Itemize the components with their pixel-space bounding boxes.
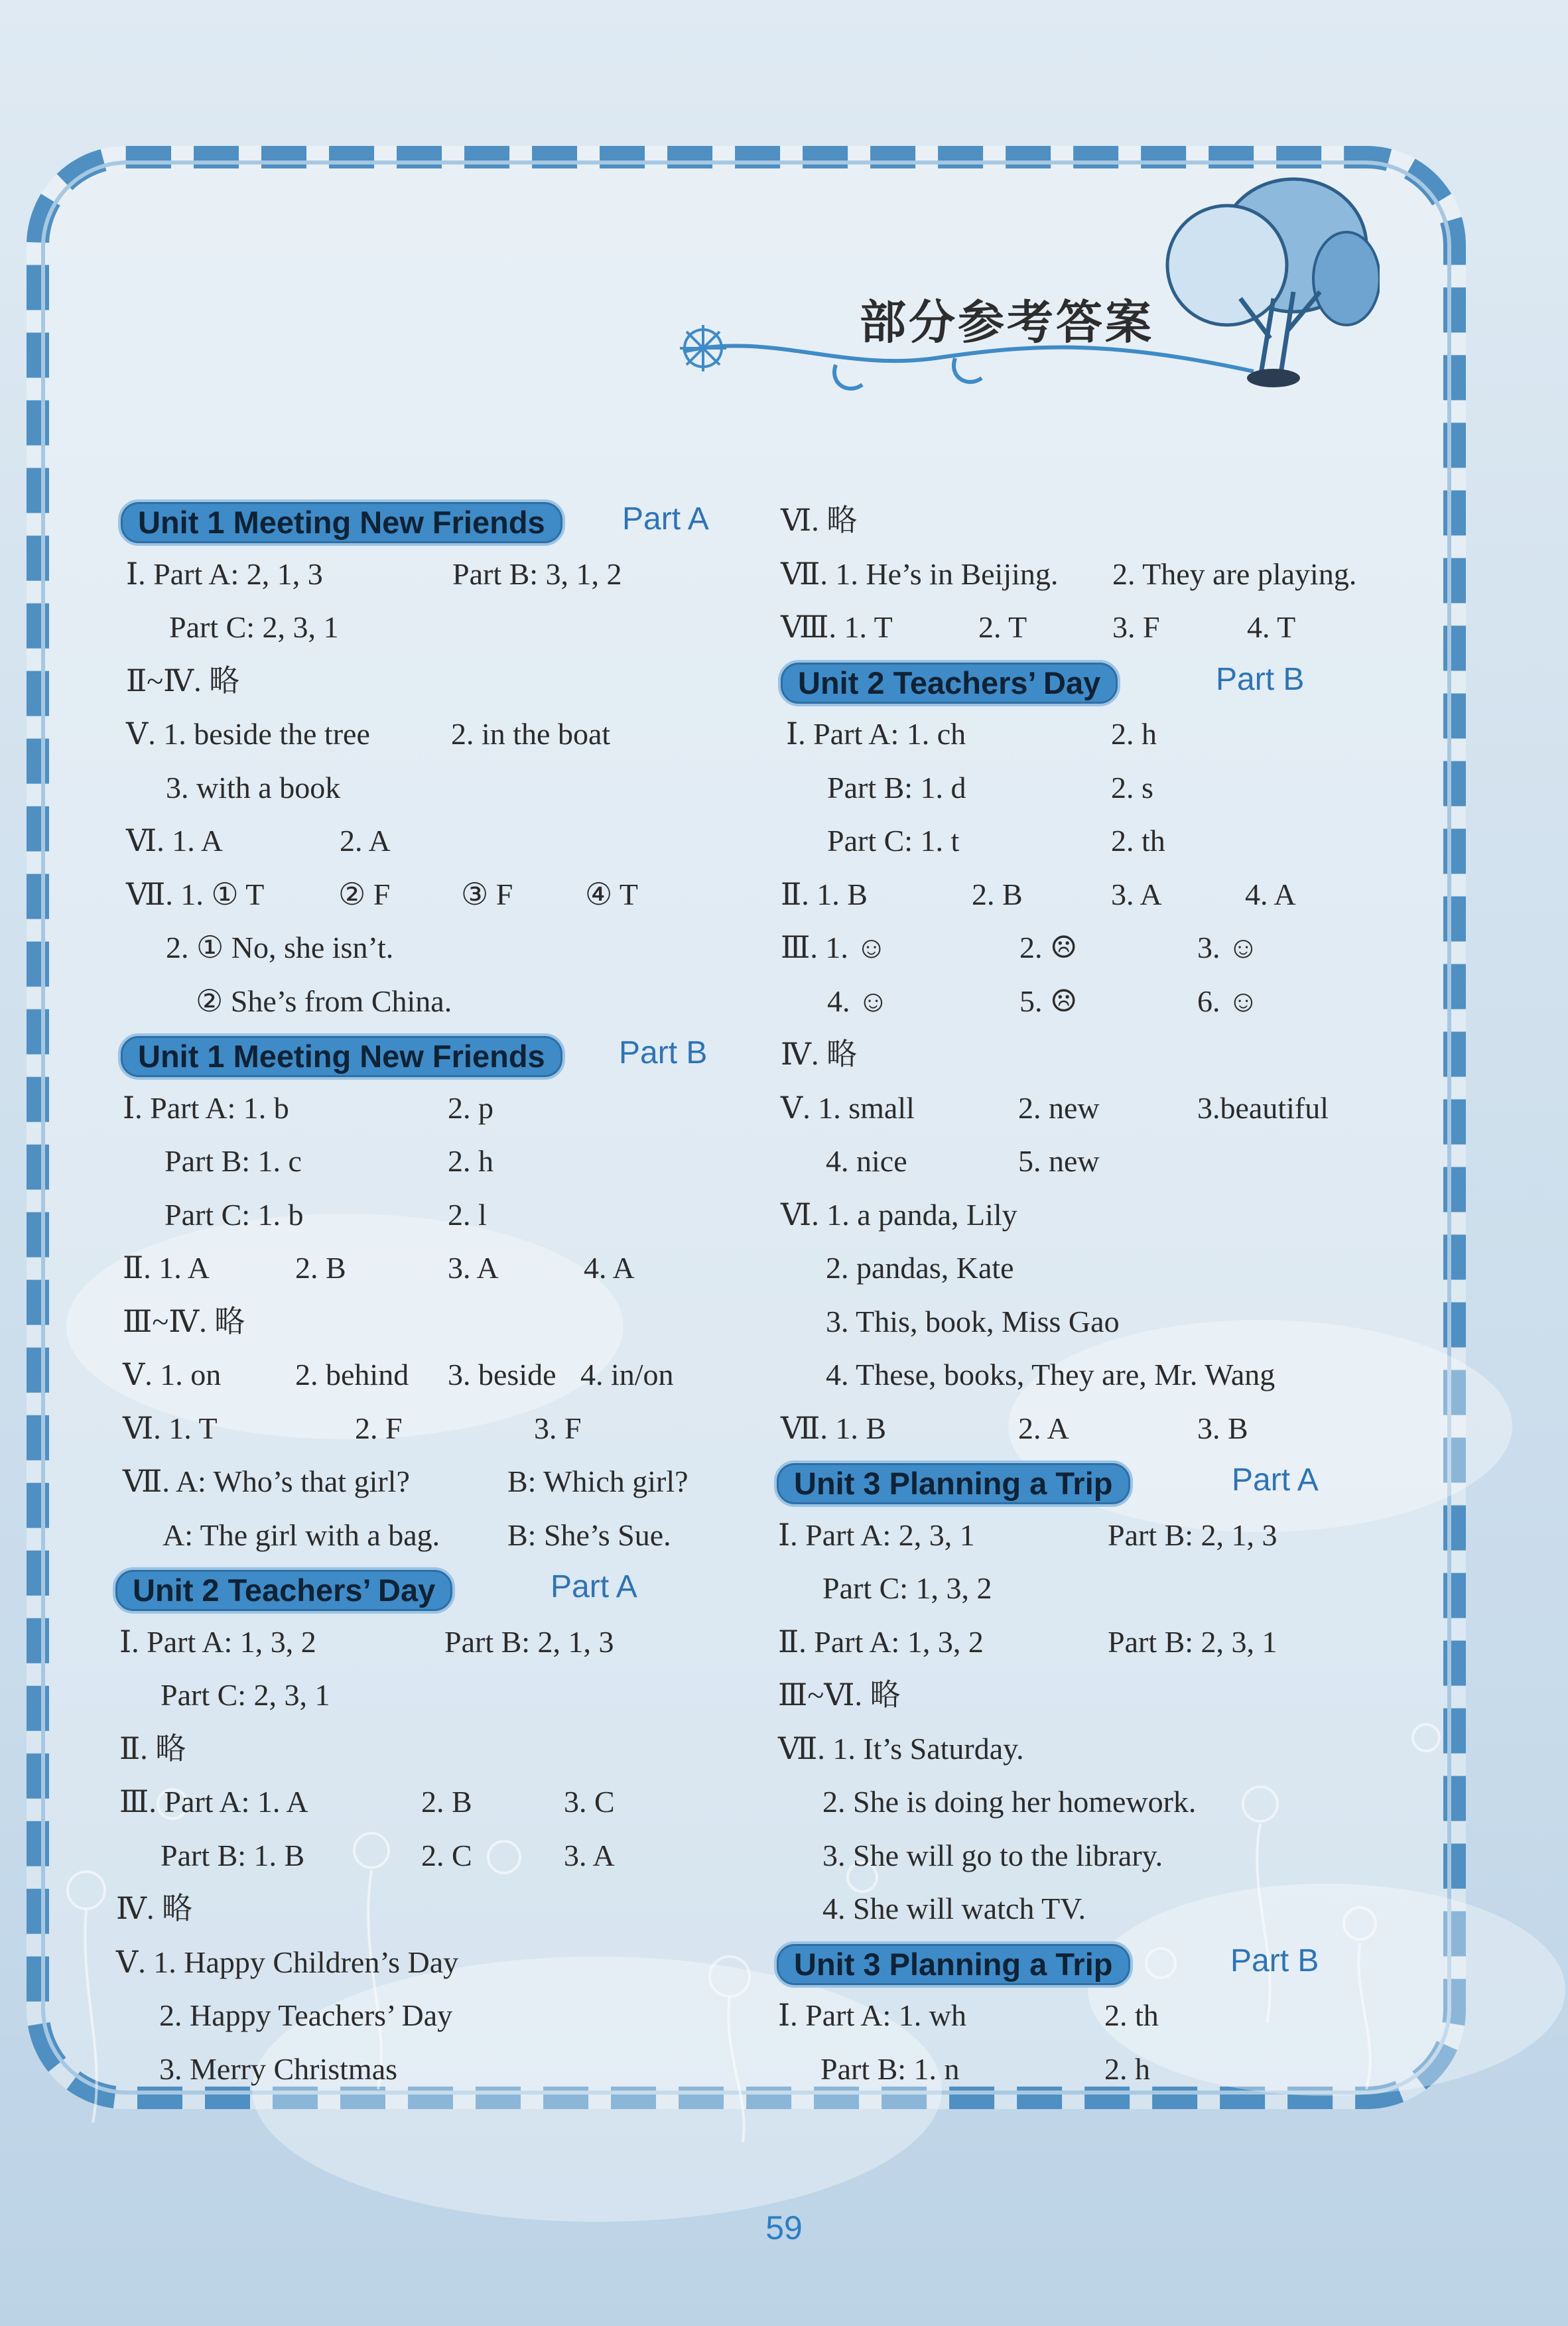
unit-heading: [113, 1562, 743, 1616]
answer-text: Ⅰ. Part A: 1. b: [123, 1090, 289, 1125]
answer-text: Ⅵ. 略: [781, 503, 858, 537]
answer-text: 3. A: [1111, 877, 1162, 911]
answer-text: Ⅵ. 1. a panda, Lily: [781, 1197, 1017, 1232]
answer-line: [113, 1989, 743, 2043]
answer-text: 4. in/on: [580, 1358, 674, 1391]
answer-text: Part B: 2, 1, 3: [1108, 1518, 1277, 1552]
answer-line: [113, 1882, 743, 1936]
answer-text: 3. A: [448, 1251, 499, 1285]
answer-line: [773, 1722, 1403, 1776]
unit-title: Unit 3 Planning a Trip: [794, 1466, 1113, 1501]
answer-line: [773, 1509, 1403, 1563]
answer-text: 2. pandas, Kate: [826, 1251, 1014, 1285]
answer-text: Ⅵ. 1. A: [126, 824, 223, 858]
answer-text: Part B: 1. c: [164, 1144, 302, 1178]
answer-text: 2. ① No, she isn’t.: [166, 931, 394, 964]
answer-line: [113, 1669, 743, 1722]
answer-text: 2. She is doing her homework.: [822, 1785, 1197, 1819]
answer-text: 2. in the boat: [451, 717, 611, 751]
answer-text: 3. ☺: [1197, 931, 1259, 964]
answer-text: B: Which girl?: [507, 1464, 688, 1498]
unit-badge: [778, 660, 1120, 706]
part-label: Part A: [1232, 1462, 1319, 1498]
unit-heading: [773, 655, 1403, 708]
tree-icon: [1161, 166, 1380, 391]
answer-text: 2. th: [1111, 824, 1165, 858]
unit-title: Unit 1 Meeting New Friends: [138, 505, 545, 540]
answer-line: [113, 1189, 743, 1242]
answer-line: [113, 1829, 743, 1883]
answer-line: [773, 1402, 1403, 1456]
unit-title: Unit 3 Planning a Trip: [794, 1946, 1113, 1982]
answer-text: ② F: [338, 877, 391, 911]
answer-text: 4. She will watch TV.: [822, 1892, 1086, 1925]
answer-line: [113, 601, 743, 655]
answer-text: Part B: 1. d: [827, 770, 966, 805]
answer-text: 3. She will go to the library.: [822, 1838, 1163, 1872]
unit-badge: [774, 1460, 1133, 1507]
answer-text: 4. ☺: [827, 984, 889, 1018]
answer-text: Part B: 1. n: [820, 2051, 960, 2086]
answer-line: [773, 1242, 1403, 1295]
answer-text: Part B: 2, 1, 3: [444, 1624, 614, 1659]
answer-text: 3. B: [1197, 1411, 1248, 1445]
answer-text: Ⅴ. 1. on: [123, 1358, 222, 1391]
answer-text: 2. th: [1104, 1998, 1159, 2032]
answer-text: Ⅶ. A: Who’s that girl?: [123, 1464, 410, 1498]
answer-text: 2. A: [1018, 1411, 1069, 1445]
part-label: Part B: [1230, 1943, 1319, 1978]
answer-text: 2. behind: [295, 1358, 409, 1391]
answer-text: 2. B: [295, 1251, 346, 1285]
answer-text: 2. h: [1104, 2051, 1150, 2086]
unit-badge: [774, 1941, 1133, 1988]
answer-line: [773, 601, 1403, 655]
answer-line: [113, 1135, 743, 1189]
answer-line: [773, 761, 1403, 815]
answer-line: [113, 1776, 743, 1829]
answer-text: Ⅲ. 1. ☺: [781, 931, 887, 964]
answer-text: Ⅳ. 略: [781, 1037, 857, 1071]
answer-line: [113, 1936, 743, 1990]
answer-line: [773, 708, 1403, 761]
unit-heading: [113, 494, 743, 548]
answer-text: 2. F: [355, 1411, 403, 1445]
answer-text: Part C: 2, 3, 1: [169, 610, 339, 644]
unit-title: Unit 2 Teachers’ Day: [133, 1573, 436, 1608]
answer-line: [773, 1348, 1403, 1402]
answer-text: 4. These, books, They are, Mr. Wang: [826, 1358, 1275, 1391]
answer-text: 2. A: [340, 824, 391, 858]
answer-text: Ⅳ. 略: [116, 1892, 192, 1925]
answer-text: A: The girl with a bag.: [163, 1518, 440, 1552]
answer-line: [113, 655, 743, 708]
unit-heading: [773, 1936, 1403, 1990]
answer-text: Ⅱ. Part A: 1, 3, 2: [778, 1624, 984, 1659]
answer-text: Ⅱ. 1. B: [781, 877, 868, 911]
answer-text: 2. C: [421, 1838, 472, 1872]
answer-text: 5. ☹: [1019, 984, 1078, 1018]
answer-line: [773, 921, 1403, 975]
answer-text: 2. Happy Teachers’ Day: [159, 1998, 453, 2032]
answer-line: [113, 548, 743, 602]
part-label: Part B: [1216, 661, 1305, 697]
answer-text: 2. new: [1018, 1090, 1100, 1125]
answer-text: 3. C: [564, 1785, 615, 1819]
unit-badge: [118, 1033, 565, 1080]
answer-text: Ⅱ. 略: [119, 1731, 186, 1766]
answer-text: 2. ☹: [1019, 931, 1078, 964]
unit-title: Unit 1 Meeting New Friends: [138, 1039, 545, 1074]
answer-text: Ⅲ~Ⅵ. 略: [778, 1678, 901, 1712]
answer-text: 3. Merry Christmas: [159, 2051, 398, 2086]
answer-line: [113, 814, 743, 868]
part-label: Part A: [622, 501, 709, 537]
answer-line: [773, 1829, 1403, 1883]
answer-text: Ⅰ. Part A: 2, 1, 3: [126, 556, 323, 591]
answer-line: [773, 814, 1403, 868]
answer-line: [113, 761, 743, 815]
answer-line: [773, 2043, 1403, 2097]
answer-text: Ⅴ. 1. Happy Children’s Day: [116, 1945, 459, 1979]
answer-line: [113, 708, 743, 761]
answer-line: [113, 1455, 743, 1509]
answer-text: Part B: 3, 1, 2: [452, 556, 622, 591]
part-label: Part A: [551, 1569, 637, 1604]
answer-line: [113, 1082, 743, 1135]
unit-heading: [113, 1028, 743, 1082]
answer-text: Ⅰ. Part A: 1. ch: [786, 717, 966, 751]
answer-text: Ⅲ~Ⅳ. 略: [123, 1304, 245, 1338]
answer-line: [773, 1669, 1403, 1722]
answer-text: 2. l: [448, 1197, 487, 1232]
answer-line: [113, 975, 743, 1029]
answer-text: Ⅶ. 1. He’s in Beijing.: [781, 556, 1059, 591]
answer-text: Part C: 1. t: [827, 824, 960, 858]
page-title: 部分参考答案: [860, 295, 1154, 350]
page-number: 59: [765, 2209, 803, 2246]
answer-text: Ⅷ. 1. T: [781, 610, 893, 644]
answer-text: 5. new: [1018, 1144, 1100, 1178]
answer-line: [113, 868, 743, 922]
answer-text: ② She’s from China.: [196, 984, 452, 1018]
answer-text: Ⅶ. 1. It’s Saturday.: [778, 1731, 1024, 1766]
answer-line: [113, 1295, 743, 1349]
answer-line: [773, 548, 1403, 602]
answer-line: [773, 1616, 1403, 1669]
answer-line: [773, 868, 1403, 922]
answer-text: Part B: 1. B: [161, 1838, 305, 1872]
answer-text: Ⅱ~Ⅳ. 略: [126, 663, 240, 698]
answer-text: 4. A: [1245, 877, 1296, 911]
answer-text: Ⅰ. Part A: 1. wh: [778, 1998, 966, 2032]
answer-text: Ⅲ. Part A: 1. A: [119, 1785, 308, 1819]
answer-line: [773, 1562, 1403, 1616]
answer-line: [773, 1882, 1403, 1936]
answer-text: Part C: 2, 3, 1: [161, 1678, 330, 1712]
answer-text: B: She’s Sue.: [507, 1518, 671, 1552]
answer-text: Ⅶ. 1. ① T: [126, 877, 265, 911]
answers-right-column: [773, 494, 1403, 2096]
answer-text: Ⅴ. 1. beside the tree: [126, 717, 370, 751]
answer-text: 4. T: [1247, 610, 1296, 644]
answer-text: Ⅰ. Part A: 1, 3, 2: [119, 1624, 316, 1659]
answer-line: [773, 1989, 1403, 2043]
answer-line: [773, 1776, 1403, 1829]
answer-text: Ⅵ. 1. T: [123, 1411, 218, 1445]
part-label: Part B: [619, 1035, 708, 1070]
answer-text: 2. T: [978, 610, 1027, 644]
answer-text: 2. s: [1111, 770, 1153, 805]
answer-text: 3. beside: [448, 1358, 556, 1391]
answer-line: [773, 1189, 1403, 1242]
answer-text: 3. with a book: [166, 770, 341, 805]
answer-text: 3. This, book, Miss Gao: [826, 1304, 1120, 1338]
answer-text: 3. F: [1112, 610, 1160, 644]
unit-heading: [773, 1455, 1403, 1509]
answer-line: [773, 1082, 1403, 1135]
answer-text: 3. A: [564, 1838, 615, 1872]
answer-text: 3. F: [534, 1411, 582, 1445]
answer-text: 6. ☺: [1197, 984, 1259, 1018]
answer-line: [113, 2043, 743, 2097]
answer-text: Part C: 1, 3, 2: [822, 1571, 992, 1605]
answers-left-column: [113, 494, 743, 2096]
answer-text: Ⅰ. Part A: 2, 3, 1: [778, 1518, 975, 1552]
answer-text: Ⅱ. 1. A: [123, 1251, 210, 1285]
answer-line: [113, 1616, 743, 1669]
answer-line: [113, 1509, 743, 1563]
answer-text: Part C: 1. b: [164, 1197, 304, 1232]
answer-line: [113, 1348, 743, 1402]
answer-line: [773, 494, 1403, 548]
answer-line: [773, 975, 1403, 1029]
unit-badge: [118, 499, 565, 546]
answer-line: [113, 1242, 743, 1295]
answer-text: 2. B: [972, 877, 1023, 911]
answer-text: 4. A: [584, 1251, 635, 1285]
answer-text: 2. h: [448, 1144, 493, 1178]
answer-text: ④ T: [585, 877, 639, 911]
answer-text: 2. B: [421, 1785, 472, 1819]
answer-text: 4. nice: [826, 1144, 907, 1178]
answer-line: [113, 921, 743, 975]
answer-line: [773, 1295, 1403, 1349]
answer-text: ③ F: [461, 877, 513, 911]
unit-title: Unit 2 Teachers’ Day: [798, 665, 1101, 700]
answer-line: [773, 1028, 1403, 1082]
answer-line: [773, 1135, 1403, 1189]
answer-text: 3.beautiful: [1197, 1090, 1329, 1125]
answer-text: 2. p: [448, 1090, 493, 1125]
answer-text: Ⅶ. 1. B: [781, 1411, 887, 1445]
unit-badge: [113, 1567, 455, 1614]
answer-line: [113, 1402, 743, 1456]
answer-line: [113, 1722, 743, 1776]
answer-text: Ⅴ. 1. small: [781, 1090, 915, 1125]
answer-text: 2. They are playing.: [1112, 556, 1357, 591]
answer-text: Part B: 2, 3, 1: [1108, 1624, 1277, 1659]
answer-text: 2. h: [1111, 717, 1157, 751]
